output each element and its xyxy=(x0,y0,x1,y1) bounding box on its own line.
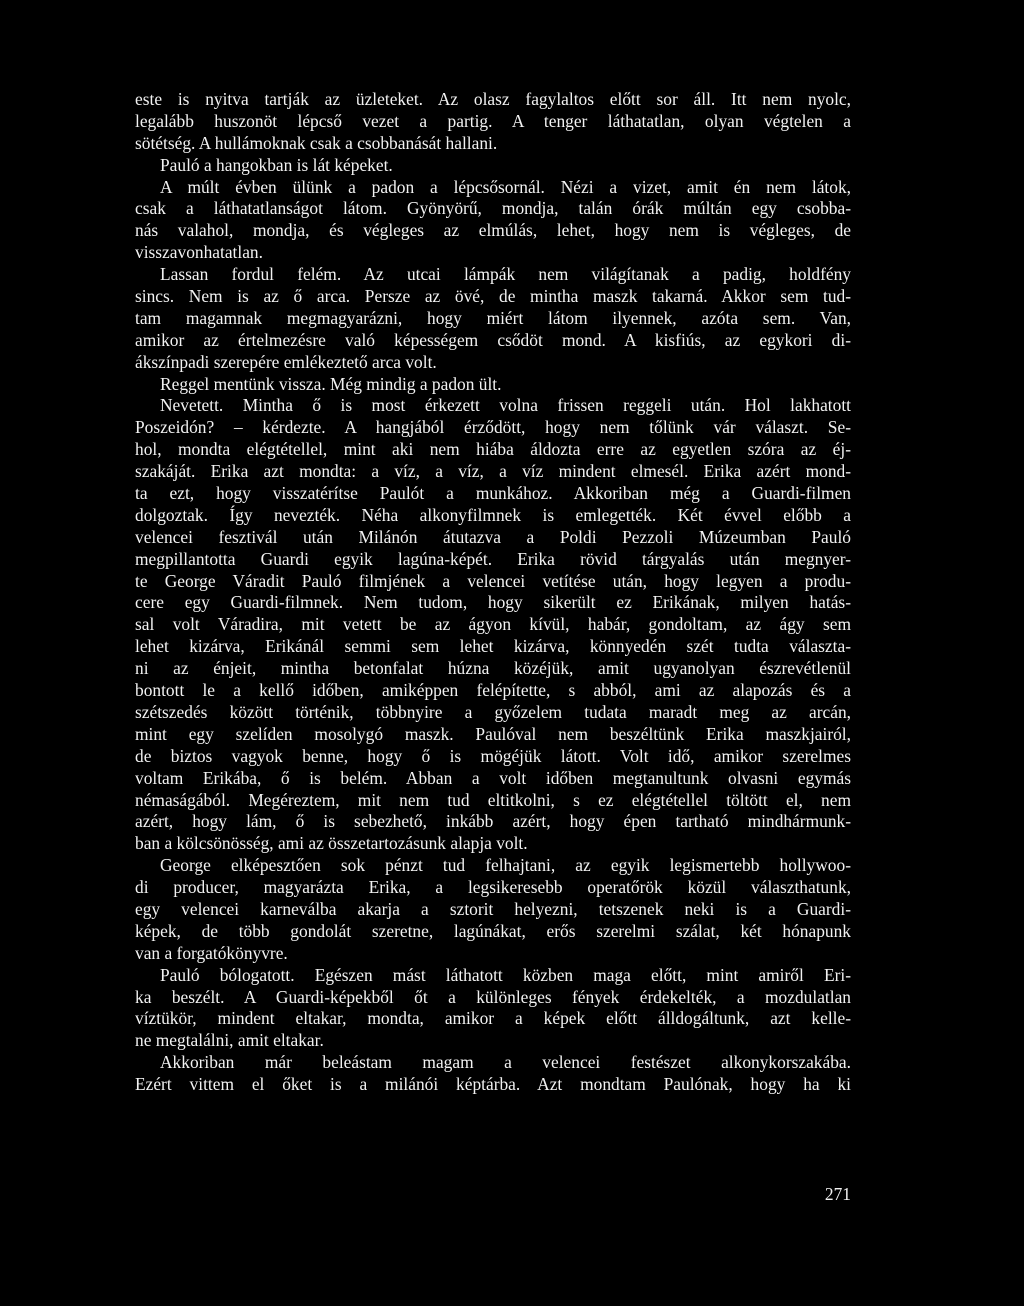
text-line: Pauló a hangokban is lát képeket. xyxy=(160,154,393,175)
text-line: George elképesztően sok pénzt tud felhajtani, az egyik legismertebb hollywoo- xyxy=(160,855,851,876)
text-line: velencei fesztivál után Milánón átutazva a Poldi Pezzoli Múzeumban Pauló xyxy=(135,526,851,547)
text-line: megpillantotta Guardi egyik lagúna-képét. Erika rövid tárgyalás után megnyer- xyxy=(135,548,851,569)
text-line: dolgoztak. Így nevezték. Néha alkonyfilmnek is emlegették. Két évvel előbb a xyxy=(135,504,851,525)
text-line: víztükör, mindent eltakar, mondta, amikor a képek előtt álldogáltunk, azt kelle- xyxy=(135,1008,851,1029)
text-line: szétszedés között történik, többnyire a győzelem tudata maradt meg az arcán, xyxy=(135,701,851,722)
text-line: ne megtalálni, amit eltakar. xyxy=(135,1030,324,1051)
text-line: azért, hogy lám, ő is sebezhető, inkább azért, hogy épen tartható mindhármunk- xyxy=(135,811,851,832)
text-line: lehet kizárva, Erikánál semmi sem lehet kizárva, könnyedén szét tudta választa- xyxy=(135,636,851,657)
text-line: legalább huszonöt lépcső vezet a partig. A tenger láthatatlan, olyan végtelen a xyxy=(135,110,851,131)
text-line: amikor az értelmezésre való képességem csődöt mond. A kisfiús, az egykori di- xyxy=(135,329,851,350)
text-line: te George Váradit Pauló filmjének a velencei vetítése után, hogy legyen a produ- xyxy=(135,570,851,591)
text-line: voltam Erikába, ő is belém. Abban a volt időben megtanultunk olvasni egymás xyxy=(135,767,851,788)
text-line: csak a láthatatlanságot látom. Gyönyörű, mondja, talán órák múltán egy csobba- xyxy=(135,198,851,219)
text-line: sal volt Váradira, mit vetett be az ágyon kívül, habár, gondoltam, az ágy sem xyxy=(135,614,851,635)
text-line: Pauló bólogatott. Egészen mást láthatott közben maga előtt, mint amiről Eri- xyxy=(160,964,851,985)
text-line: visszavonhatatlan. xyxy=(135,242,263,263)
text-line: bontott le a kellő időben, amiképpen felépítette, s abból, ami az alapozás és a xyxy=(135,680,851,701)
text-line: A múlt évben ülünk a padon a lépcsősornál. Nézi a vizet, amit én nem látok, xyxy=(160,176,851,197)
text-line: van a forgatókönyvre. xyxy=(135,942,288,963)
text-line: tam magamnak megmagyarázni, hogy miért látom ilyennek, azóta sem. Van, xyxy=(135,307,851,328)
text-line: Poszeidón? – kérdezte. A hangjából érződött, hogy nem tőlünk vár választ. Se- xyxy=(135,417,851,438)
body-text xyxy=(135,89,851,1096)
text-line: egy velencei karneválba akarja a sztorit helyezni, tetszenek neki is a Guardi- xyxy=(135,898,851,919)
text-line: cere egy Guardi-filmnek. Nem tudom, hogy sikerült ez Erikának, milyen hatás- xyxy=(135,592,851,613)
text-line: Akkoriban már beleástam magam a velencei festészet alkonykorszakába. xyxy=(160,1052,851,1073)
text-line: ka beszélt. A Guardi-képekből őt a különleges fények érdekelték, a mozdulatlan xyxy=(135,986,851,1007)
text-line: sötétség. A hullámoknak csak a csobbanását hallani. xyxy=(135,132,498,153)
text-line: nás valahol, mondja, és végleges az elmúlás, lehet, hogy nem is végleges, de xyxy=(135,220,851,241)
text-line: ta ezt, hogy visszatérítse Paulót a munkához. Akkoriban még a Guardi-filmen xyxy=(135,483,851,504)
text-line: Reggel mentünk vissza. Még mindig a padon ült. xyxy=(160,373,502,394)
text-line: sincs. Nem is az ő arca. Persze az övé, de mintha maszk takarná. Akkor sem tud- xyxy=(135,286,851,307)
page-number: 271 xyxy=(824,1184,851,1204)
text-line: szakáját. Erika azt mondta: a víz, a víz, a víz mindent elmesél. Erika azért mond- xyxy=(135,461,851,482)
text-line: hol, mondta elégtétellel, mint aki nem hiába áldozta erre az egyetlen szóra az éj- xyxy=(135,439,851,460)
text-line: ákszínpadi szerepére emlékeztető arca volt. xyxy=(135,351,437,372)
text-line: Lassan fordul felém. Az utcai lámpák nem világítanak a padig, holdfény xyxy=(160,264,851,285)
text-line: di producer, magyarázta Erika, a legsikeresebb operatőrök közül választhatunk, xyxy=(135,877,851,898)
text-line: képek, de több gondolát szeretne, lagúnákat, erős szerelmi szálat, két hónapunk xyxy=(135,920,851,941)
text-line: Ezért vittem el őket is a milánói képtárba. Azt mondtam Paulónak, hogy ha ki xyxy=(135,1074,851,1095)
text-line: ban a kölcsönösség, ami az összetartozásunk alapja volt. xyxy=(135,833,528,854)
text-line: este is nyitva tartják az üzleteket. Az olasz fagylaltos előtt sor áll. Itt nem nyolc, xyxy=(135,89,851,109)
text-line: némaságából. Megéreztem, mit nem tud eltitkolni, s ez elégtétellel töltött el, nem xyxy=(135,789,851,810)
text-line: mint egy szelíden mosolygó maszk. Paulóval nem beszéltünk Erika maszkjairól, xyxy=(135,723,851,744)
text-line: ni az énjeit, mintha betonfalat húzna közéjük, amit ugyanolyan észrevétlenül xyxy=(135,658,851,679)
text-line: de biztos vagyok benne, hogy ő is mögéjük látott. Volt idő, amikor szerelmes xyxy=(135,745,851,766)
text-line: Nevetett. Mintha ő is most érkezett volna frissen reggeli után. Hol lakhatott xyxy=(160,395,851,416)
